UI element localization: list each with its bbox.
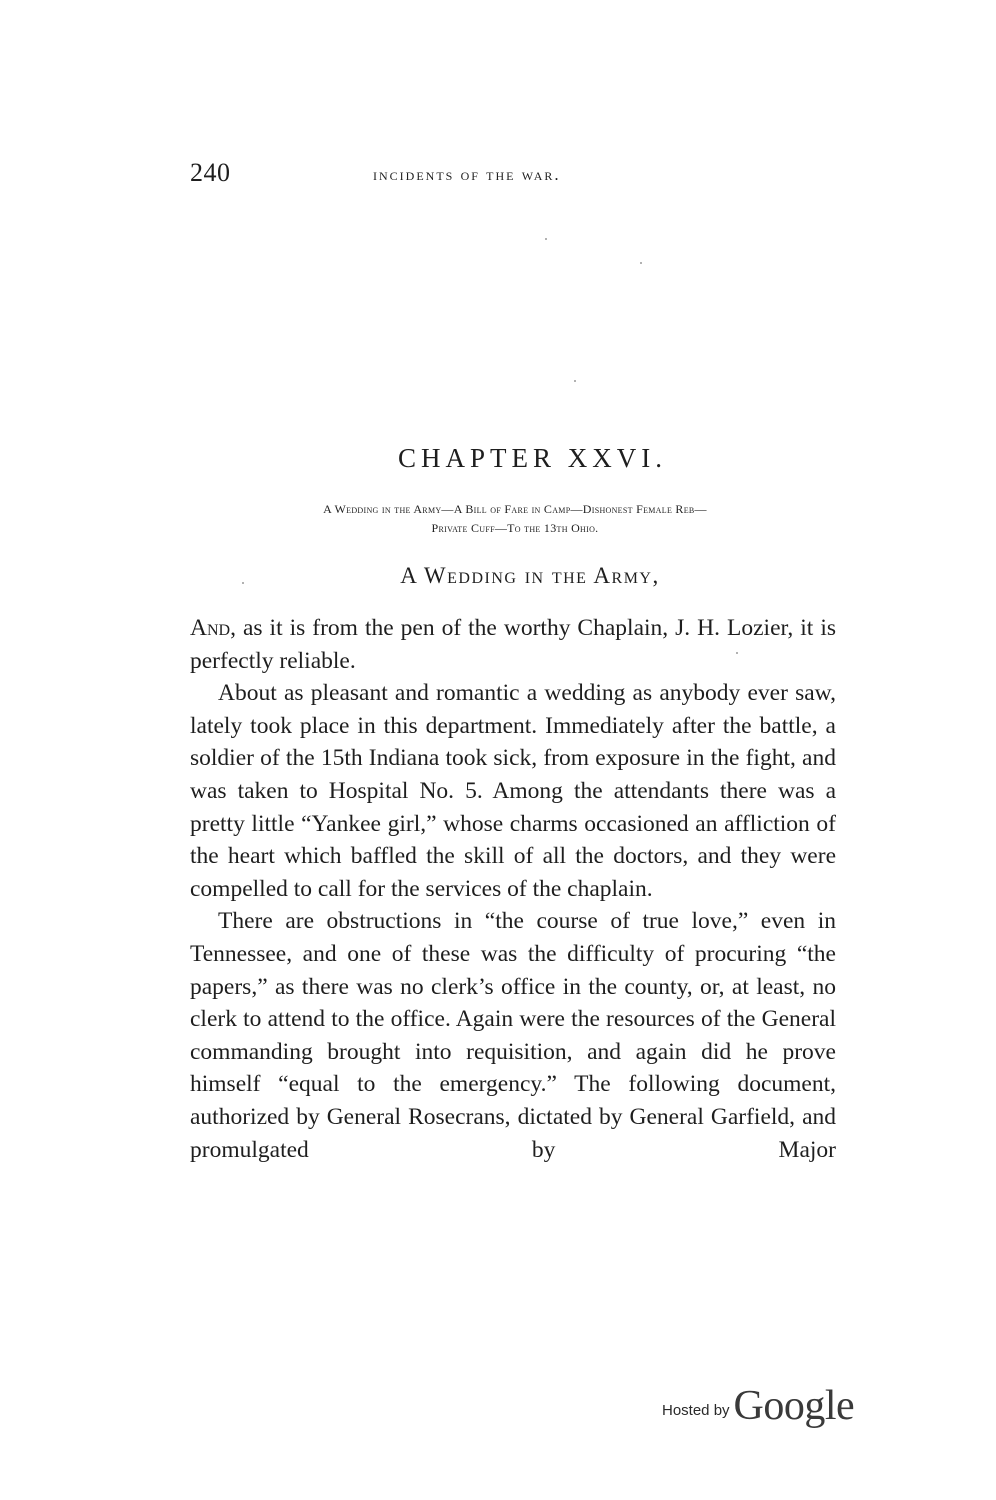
body-text — [190, 612, 836, 1166]
page-number: 240 — [190, 158, 231, 187]
paragraph — [190, 612, 836, 677]
paragraph: There are obstructions in “the course of true love,” even in Tennessee, and one of these was the difficulty of procuring “the papers,” as there was no clerk’s office in the county, or, at least, no clerk to attend to the office. Again were the resources of the General commanding brought into requisition, and again did he prove himself “equal to the emergency.” The following document, authorized by General Rosecrans, dictated by General Garfield, and promulgated by Major — [190, 908, 836, 1163]
running-head — [190, 158, 840, 192]
google-logo: Google — [733, 1383, 855, 1429]
paragraph: About as pleasant and romantic a wedding as anybody ever saw, lately took place in this department. Immediately after the battle, a soldier of the 15th Indiana took sick, from exposure in the fight, and was taken to Hospital No. 5. Among the attendants there was a pretty little “Yankee girl,” whose charms occasioned an affliction of the heart which baffled the skill of all the doctors, and they were compelled to call for the services of the chaplain. — [190, 680, 836, 902]
hosted-by-label: Hosted by — [662, 1402, 730, 1419]
paper-speck — [574, 380, 576, 382]
chapter-synopsis — [188, 500, 842, 538]
paragraph-text: , as it is from the pen of the worthy Chaplain, J. H. Lozier, it is perfectly reliable. — [190, 615, 836, 674]
synopsis-line: Private Cuff—To the 13th Ohio. — [431, 521, 599, 535]
paper-speck — [640, 262, 642, 264]
synopsis-line: A Wedding in the Army—A Bill of Fare in Camp—Dishonest Female Reb— — [323, 502, 707, 516]
running-title: incidents of the war. — [373, 165, 561, 184]
chapter-title: CHAPTER XXVI. — [397, 443, 667, 473]
paper-speck — [545, 238, 547, 240]
google-watermark — [662, 1382, 862, 1432]
section-heading: A Wedding in the Army, — [400, 563, 660, 588]
paragraph-lead-word: And — [190, 615, 231, 641]
